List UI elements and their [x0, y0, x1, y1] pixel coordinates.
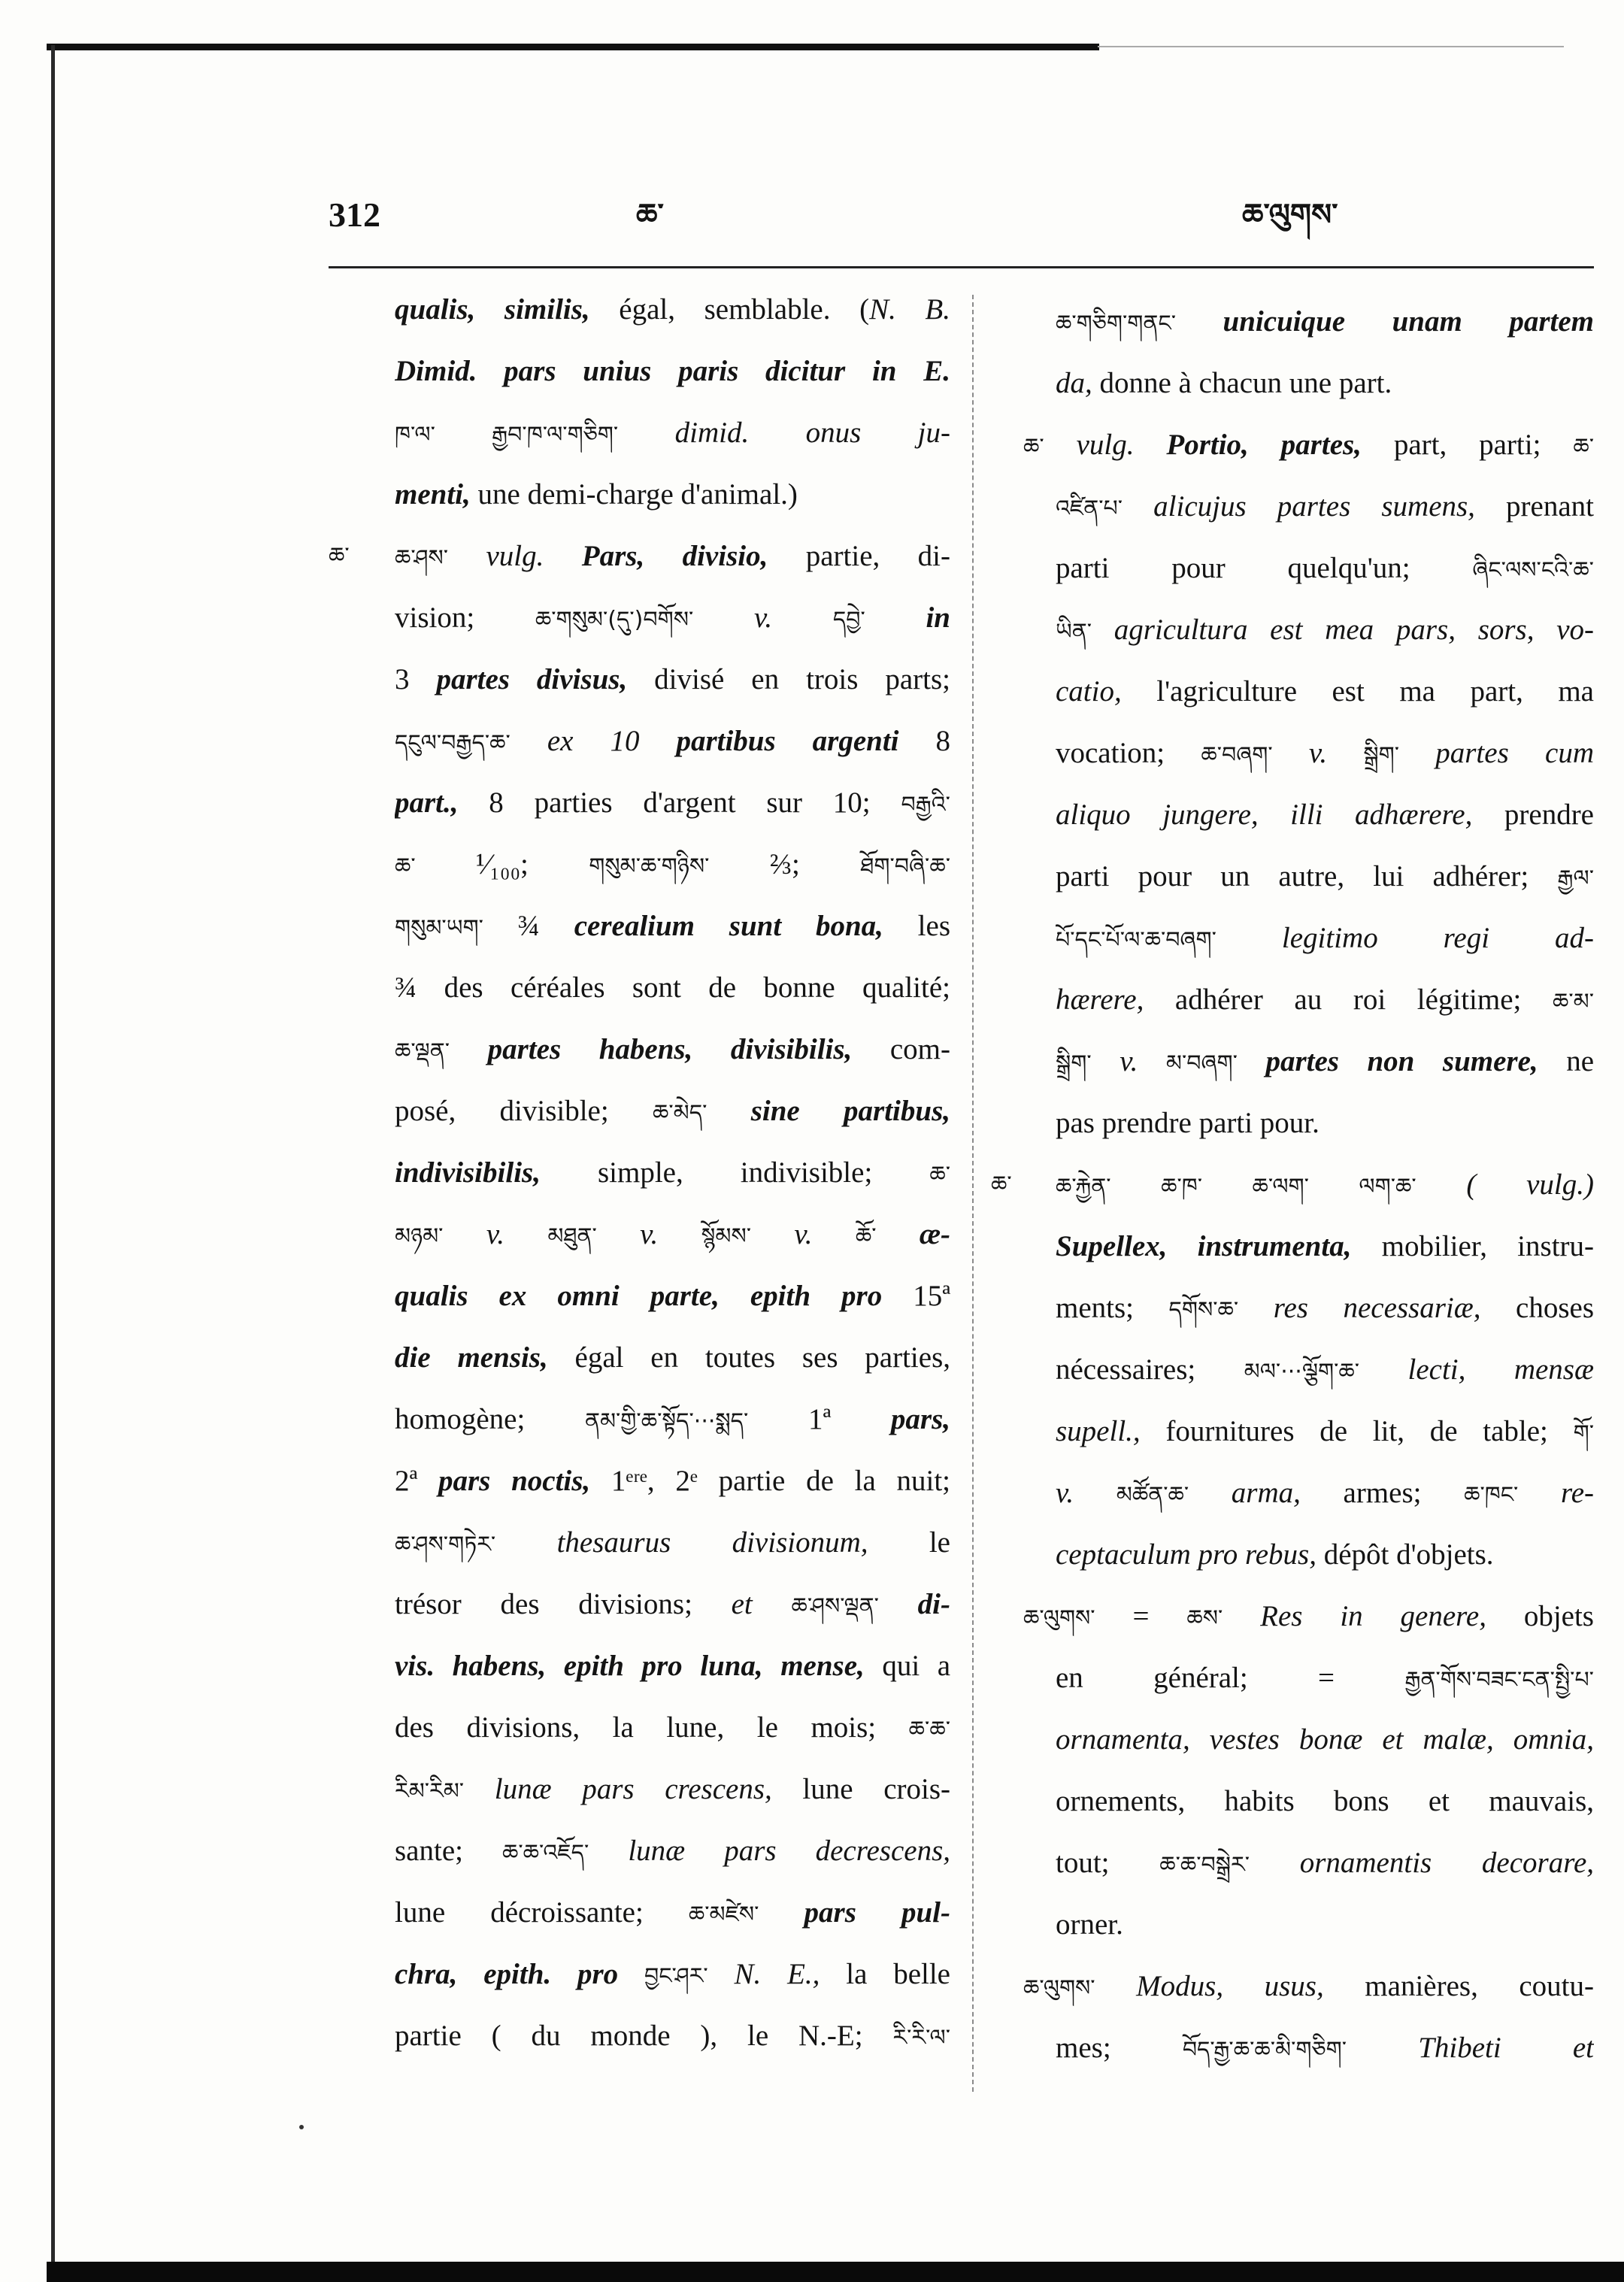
running-head: ཆ་ལུགས་ — [1242, 198, 1338, 232]
latin-term: Dimid. pars unius paris dicitur in E. — [395, 355, 950, 387]
page-number: 312 — [329, 195, 380, 234]
tibetan-term: གསུམ་ཆ་གཉིས་ — [589, 853, 710, 880]
text-line — [1056, 1771, 1594, 1832]
french-gloss: prendre — [1472, 799, 1594, 831]
french-gloss: ornements, habits bons et mauvais, — [1056, 1785, 1594, 1817]
text-line — [1056, 1524, 1594, 1586]
latin-term: unicuique unam partem — [1176, 305, 1594, 338]
latin-gloss: ceptaculum pro rebus, — [1056, 1538, 1316, 1571]
french-gloss: nécessaires; — [1056, 1353, 1244, 1386]
latin-gloss: ornamentis decorare, — [1250, 1847, 1594, 1879]
text-line — [1056, 538, 1594, 599]
tibetan-term: གོ་ — [1573, 1420, 1594, 1447]
french-gloss: la belle — [820, 1958, 950, 1990]
tibetan-term: ཆ་ཤས་ལྡན་ — [791, 1593, 879, 1620]
text-line — [395, 1450, 950, 1512]
latin-term: di- — [878, 1588, 950, 1620]
french-gloss: mes; — [1056, 2032, 1183, 2064]
text-line — [395, 279, 950, 341]
fraction: ⅔; — [709, 848, 861, 880]
french-gloss: dépôt d'objets. — [1316, 1538, 1494, 1571]
latin-gloss: dimid. onus ju- — [618, 417, 950, 449]
tibetan-term: གསུམ་ཡག་ — [395, 915, 483, 941]
french-gloss: 1ª — [748, 1403, 891, 1435]
french-gloss: des divisions, la lune, le mois; — [395, 1711, 909, 1744]
column-divider — [972, 295, 974, 2092]
french-gloss: prenant — [1474, 490, 1594, 523]
text-line — [1056, 1216, 1594, 1277]
tibetan-term: ཆ་ལྡན་ — [395, 1038, 450, 1065]
latin-term: sine partibus, — [707, 1095, 950, 1127]
text-line — [395, 1327, 950, 1389]
latin-term: Supellex, instrumenta, — [1056, 1230, 1352, 1262]
tibetan-term: ཆ་ — [395, 853, 416, 880]
latin-term: part., — [395, 786, 459, 819]
top-border-rule-faint — [1098, 46, 1564, 47]
french-gloss: égal, semblable. ( — [589, 293, 870, 326]
french-gloss: tout; — [1056, 1847, 1160, 1879]
latin-gloss: re- — [1518, 1477, 1594, 1509]
latin-gloss: v. — [1091, 1045, 1166, 1077]
latin-gloss: lunæ pars decrescens, — [589, 1835, 950, 1867]
text-line — [395, 1944, 950, 2005]
latin-gloss: et — [731, 1588, 792, 1620]
headword: ཆ་ — [991, 1171, 1012, 1198]
text-line — [395, 711, 950, 772]
headword: ཆ་ — [329, 543, 350, 569]
latin-term: partes divisus, — [436, 663, 628, 696]
french-gloss: pas prendre parti pour. — [1056, 1107, 1320, 1139]
french-gloss: 3 — [395, 663, 437, 696]
french-gloss: armes; — [1300, 1477, 1465, 1509]
tibetan-term: ཆ་ཆ་བསྒྲེར་ — [1159, 1852, 1250, 1878]
latin-term: qualis ex omni parte, epith pro — [395, 1280, 883, 1312]
entry-line — [1023, 1586, 1594, 1647]
tibetan-term: མཐུན་ — [547, 1223, 597, 1250]
tibetan-term: སྒྲིག་ — [1363, 742, 1400, 768]
french-gloss: les — [883, 910, 950, 942]
bottom-page-edge — [47, 2262, 1624, 2282]
latin-term: qualis, similis, — [395, 293, 590, 326]
section-letter: ཆ་ — [636, 198, 664, 232]
tibetan-term: བྱང་ཤར་ — [644, 1963, 708, 1990]
tibetan-term: ནམ་གྱི་ཆ་སྟོད་···སྨད་ — [584, 1408, 749, 1435]
french-gloss: 8 — [898, 725, 950, 757]
fraction: ¾ — [483, 910, 574, 942]
latin-gloss: v. — [751, 1218, 856, 1250]
text-line — [395, 1574, 950, 1635]
latin-term: in — [865, 602, 950, 634]
latin-gloss: v. — [693, 602, 833, 634]
text-line — [395, 1142, 950, 1204]
right-column — [991, 291, 1594, 2079]
french-gloss: posé, divisible; — [395, 1095, 653, 1127]
text-line — [395, 957, 950, 1019]
text-line — [1056, 969, 1594, 1031]
french-gloss: = — [1095, 1600, 1187, 1632]
french-gloss: 15ª — [882, 1280, 950, 1312]
french-gloss: parti pour quelqu'un; — [1056, 552, 1473, 584]
latin-gloss: thesaurus divisionum, — [495, 1526, 868, 1559]
french-gloss: ne — [1538, 1045, 1594, 1077]
latin-gloss: v. — [1056, 1477, 1116, 1509]
latin-term: Portio, partes, — [1134, 429, 1362, 461]
text-line — [395, 1265, 950, 1327]
latin-gloss: res necessariæ, — [1238, 1292, 1481, 1324]
latin-gloss: alicujus partes sumens, — [1123, 490, 1475, 523]
text-line — [1056, 291, 1594, 353]
french-gloss: choses — [1480, 1292, 1594, 1324]
header-rule — [329, 266, 1594, 268]
french-gloss: adhérer au roi légitime; — [1144, 983, 1553, 1016]
latin-gloss: lunæ pars crescens, — [464, 1773, 772, 1805]
french-gloss: partie ( du monde ), le N.-E; — [395, 2020, 893, 2052]
latin-gloss: v. — [1272, 737, 1364, 769]
tibetan-term: ཐོག་བཞི་ཆ་ — [860, 853, 950, 880]
tibetan-term: ཆ་གསུམ་(དུ་)བགོས་ — [535, 607, 694, 633]
text-line — [1056, 723, 1594, 784]
latin-gloss: hærere, — [1056, 983, 1144, 1016]
latin-term: vis. habens, epith pro luna, mense, — [395, 1650, 865, 1682]
french-gloss: en général; = — [1056, 1662, 1405, 1694]
french-gloss: partie, di- — [768, 540, 950, 572]
left-page-edge — [51, 45, 55, 2263]
text-line — [395, 464, 950, 526]
tibetan-term: ཆ་ཆ་ — [908, 1717, 950, 1743]
text-line — [395, 1882, 950, 1944]
french-gloss: qui a — [864, 1650, 950, 1682]
french-gloss: 8 parties d'argent sur 10; — [458, 786, 901, 819]
text-line — [395, 772, 950, 834]
tibetan-term: དབྱེ་ — [832, 607, 865, 633]
text-line — [395, 834, 950, 896]
french-gloss: donne à chacun une part. — [1092, 367, 1392, 399]
french-gloss: com- — [852, 1033, 950, 1065]
text-line — [1056, 1154, 1594, 1216]
text-line — [1056, 784, 1594, 846]
latin-term: Pars, divisio, — [544, 540, 768, 572]
fraction: ¹⁄₁₀₀; — [415, 848, 589, 880]
french-gloss: orner. — [1056, 1908, 1123, 1941]
tibetan-term: ཆ་གཅིག་གནང་ — [1056, 311, 1177, 337]
headword: ཆ་ལུགས་ — [1023, 1605, 1095, 1632]
french-gloss: 2ª — [395, 1465, 438, 1497]
tibetan-term: ཆ་ཁང་ — [1464, 1482, 1519, 1508]
latin-gloss: ornamenta, vestes bonæ et malæ, omnia, — [1056, 1723, 1594, 1756]
latin-gloss: N. B. — [869, 293, 950, 326]
latin-gloss: agricultura est mea pars, sors, vo- — [1092, 614, 1594, 646]
text-line — [1056, 1894, 1594, 1956]
latin-gloss: supell., — [1056, 1415, 1141, 1447]
french-gloss: mobilier, instru- — [1351, 1230, 1594, 1262]
tibetan-term: ཆ་ཤས་གཏེར་ — [395, 1532, 496, 1558]
latin-term: partibus argenti — [676, 725, 899, 757]
french-gloss: vocation; — [1056, 737, 1201, 769]
text-line — [395, 1635, 950, 1697]
top-border-rule — [47, 44, 1099, 50]
text-line — [395, 1204, 950, 1265]
headword: ཆ་ལུགས་ — [1023, 1975, 1095, 2002]
tibetan-term: ཁ་ལ་ རྒྱབ་ཁ་ལ་གཅིག་ — [395, 422, 619, 448]
french-gloss: objets — [1486, 1600, 1594, 1632]
latin-term: indivisibilis, — [395, 1156, 541, 1189]
latin-gloss: v. — [443, 1218, 548, 1250]
text-line — [1056, 1401, 1594, 1462]
text-line — [395, 1389, 950, 1450]
latin-term: æ- — [876, 1218, 950, 1250]
latin-gloss: partes cum — [1399, 737, 1594, 769]
tibetan-term: རྒྱལ་ — [1557, 865, 1594, 892]
text-line — [1056, 1462, 1594, 1524]
latin-term: pars pul- — [759, 1896, 950, 1929]
tibetan-term: སྒྲིག་ — [1056, 1050, 1092, 1077]
latin-gloss: ex 10 — [510, 725, 677, 757]
latin-term: partes non sumere, — [1237, 1045, 1538, 1077]
french-gloss: lune décroissante; — [395, 1896, 689, 1929]
text-line — [1056, 599, 1594, 661]
text-line — [1056, 1031, 1594, 1093]
french-gloss: manières, coutu- — [1323, 1970, 1594, 2002]
tibetan-term: དགོས་ཆ་ — [1168, 1297, 1239, 1323]
latin-term: pars, — [890, 1403, 950, 1435]
text-line — [1056, 1832, 1594, 1894]
tibetan-term: པོ་དང་པོ་ལ་ཆ་བཞག་ — [1056, 927, 1216, 953]
french-gloss: divisé en trois parts; — [627, 663, 950, 696]
text-line — [395, 1512, 950, 1574]
latin-gloss: v. — [596, 1218, 701, 1250]
tibetan-term: མ་བཞག་ — [1165, 1050, 1238, 1077]
text-line — [395, 1697, 950, 1759]
tibetan-term: རི་རི་ལ་ — [892, 2025, 950, 2051]
text-line — [395, 1820, 950, 1882]
tibetan-term: བརྒྱའི་ — [901, 792, 950, 818]
latin-gloss: arma, — [1189, 1477, 1301, 1509]
latin-term: die mensis, — [395, 1341, 548, 1374]
tibetan-term: མཚོན་ཆ་ — [1116, 1482, 1189, 1508]
text-line — [1056, 1339, 1594, 1401]
tibetan-term: ཆ་རྐྱེན་ ཆ་ཁ་ ཆ་ལག་ ལག་ཆ་ — [1056, 1174, 1416, 1200]
tibetan-term: མལ་···ལྕོག་ཆ་ — [1244, 1359, 1360, 1385]
text-line — [1056, 2017, 1594, 2079]
tibetan-term: རིམ་རིམ་ — [395, 1778, 465, 1805]
latin-gloss: da, — [1056, 367, 1092, 399]
french-gloss: l'agriculture est ma part, ma — [1121, 675, 1594, 708]
french-gloss: part, parti; — [1361, 429, 1574, 461]
text-line — [395, 896, 950, 957]
tibetan-term: ཆ་མཛེས་ — [688, 1902, 759, 1928]
text-line — [395, 402, 950, 464]
french-gloss: parti pour un autre, lui adhérer; — [1056, 860, 1558, 892]
tibetan-term: ཆ་བཞག་ — [1201, 742, 1273, 768]
latin-term: chra, epith. pro — [395, 1958, 644, 1990]
latin-gloss: lecti, mensæ — [1359, 1353, 1594, 1386]
tibetan-term: ཆ་ཤས་ — [395, 545, 449, 571]
headword: ཆ་ — [1023, 434, 1044, 460]
french-gloss: homogène; — [395, 1403, 585, 1435]
french-gloss: simple, indivisible; — [540, 1156, 930, 1189]
french-gloss: ¾ des céréales sont de bonne qualité; — [395, 971, 950, 1004]
text-line — [395, 1080, 950, 1142]
tibetan-term: ཆ་ཆ་འཇོད་ — [502, 1840, 589, 1866]
tibetan-term: སྙོམས་ — [701, 1223, 752, 1250]
latin-gloss: Modus, usus, — [1095, 1970, 1324, 2002]
tibetan-term: ཆ་མེད་ — [653, 1100, 707, 1126]
text-line — [1056, 1277, 1594, 1339]
tibetan-term: ཆ་མ་ — [1552, 989, 1594, 1015]
latin-term: menti, — [395, 478, 471, 511]
text-line — [1056, 1709, 1594, 1771]
text-line — [395, 587, 950, 649]
tibetan-term: ཆོ་ — [855, 1223, 877, 1250]
text-line — [1056, 476, 1594, 538]
text-line — [395, 2005, 950, 2067]
tibetan-term: ཆ་ — [929, 1162, 950, 1188]
latin-gloss: vulg. — [1044, 429, 1135, 461]
text-line — [1056, 846, 1594, 908]
latin-gloss: vulg. — [448, 540, 544, 572]
french-gloss: fournitures de lit, de table; — [1140, 1415, 1574, 1447]
french-gloss: une demi-charge d'animal.) — [470, 478, 798, 511]
latin-gloss: Thibeti et — [1347, 2032, 1594, 2064]
latin-gloss: aliquo jungere, illi adhærere, — [1056, 799, 1473, 831]
french-gloss: égal en toutes ses parties, — [547, 1341, 950, 1374]
text-line — [1056, 353, 1594, 414]
scan-speck — [299, 2125, 304, 2129]
tibetan-term: ཆ་ — [1573, 434, 1594, 460]
text-line — [395, 1759, 950, 1820]
text-line — [1056, 1647, 1594, 1709]
latin-term: partes habens, divisibilis, — [450, 1033, 853, 1065]
text-line — [395, 1019, 950, 1080]
text-line — [395, 649, 950, 711]
french-gloss: lune crois- — [771, 1773, 950, 1805]
latin-term: pars noctis, — [438, 1465, 591, 1497]
latin-gloss: N. E., — [707, 1958, 820, 1990]
french-gloss: le — [868, 1526, 950, 1559]
text-line — [395, 341, 950, 402]
text-line — [1056, 1093, 1594, 1154]
text-line — [1056, 661, 1594, 723]
text-line — [1056, 908, 1594, 969]
tibetan-term: ཞིང་ལས་ངའི་ཆ་ — [1472, 557, 1594, 583]
latin-gloss: ( vulg.) — [1416, 1168, 1594, 1201]
french-gloss: trésor des divisions; — [395, 1588, 732, 1620]
left-column — [329, 279, 950, 2067]
tibetan-term: མཉམ་ — [395, 1223, 444, 1250]
french-gloss: ments; — [1056, 1292, 1169, 1324]
tibetan-term: ཆས་ — [1186, 1605, 1223, 1632]
tibetan-term: འཛིན་པ་ — [1056, 495, 1123, 522]
tibetan-term: བོད་རྒྱ་ཆ་ཆ་མི་གཅིག་ — [1182, 2037, 1347, 2063]
tibetan-term: ཡིན་ — [1056, 619, 1092, 645]
french-gloss: vision; — [395, 602, 535, 634]
text-line — [395, 526, 950, 587]
french-gloss: 1ᵉʳᵉ, 2ᵉ partie de la nuit; — [590, 1465, 950, 1497]
latin-term: cerealium sunt bona, — [574, 910, 883, 942]
entry-line — [1023, 1956, 1594, 2017]
french-gloss: sante; — [395, 1835, 503, 1867]
latin-gloss: legitimo regi ad- — [1216, 922, 1594, 954]
latin-gloss: Res in genere, — [1223, 1600, 1486, 1632]
tibetan-term: དངུལ་བརྒྱད་ཆ་ — [395, 730, 511, 756]
tibetan-term: རྒྱན་གོས་བཟང་ངན་སྤྱི་པ་ — [1404, 1667, 1594, 1693]
entry-line — [1023, 414, 1594, 476]
latin-gloss: catio, — [1056, 675, 1122, 708]
